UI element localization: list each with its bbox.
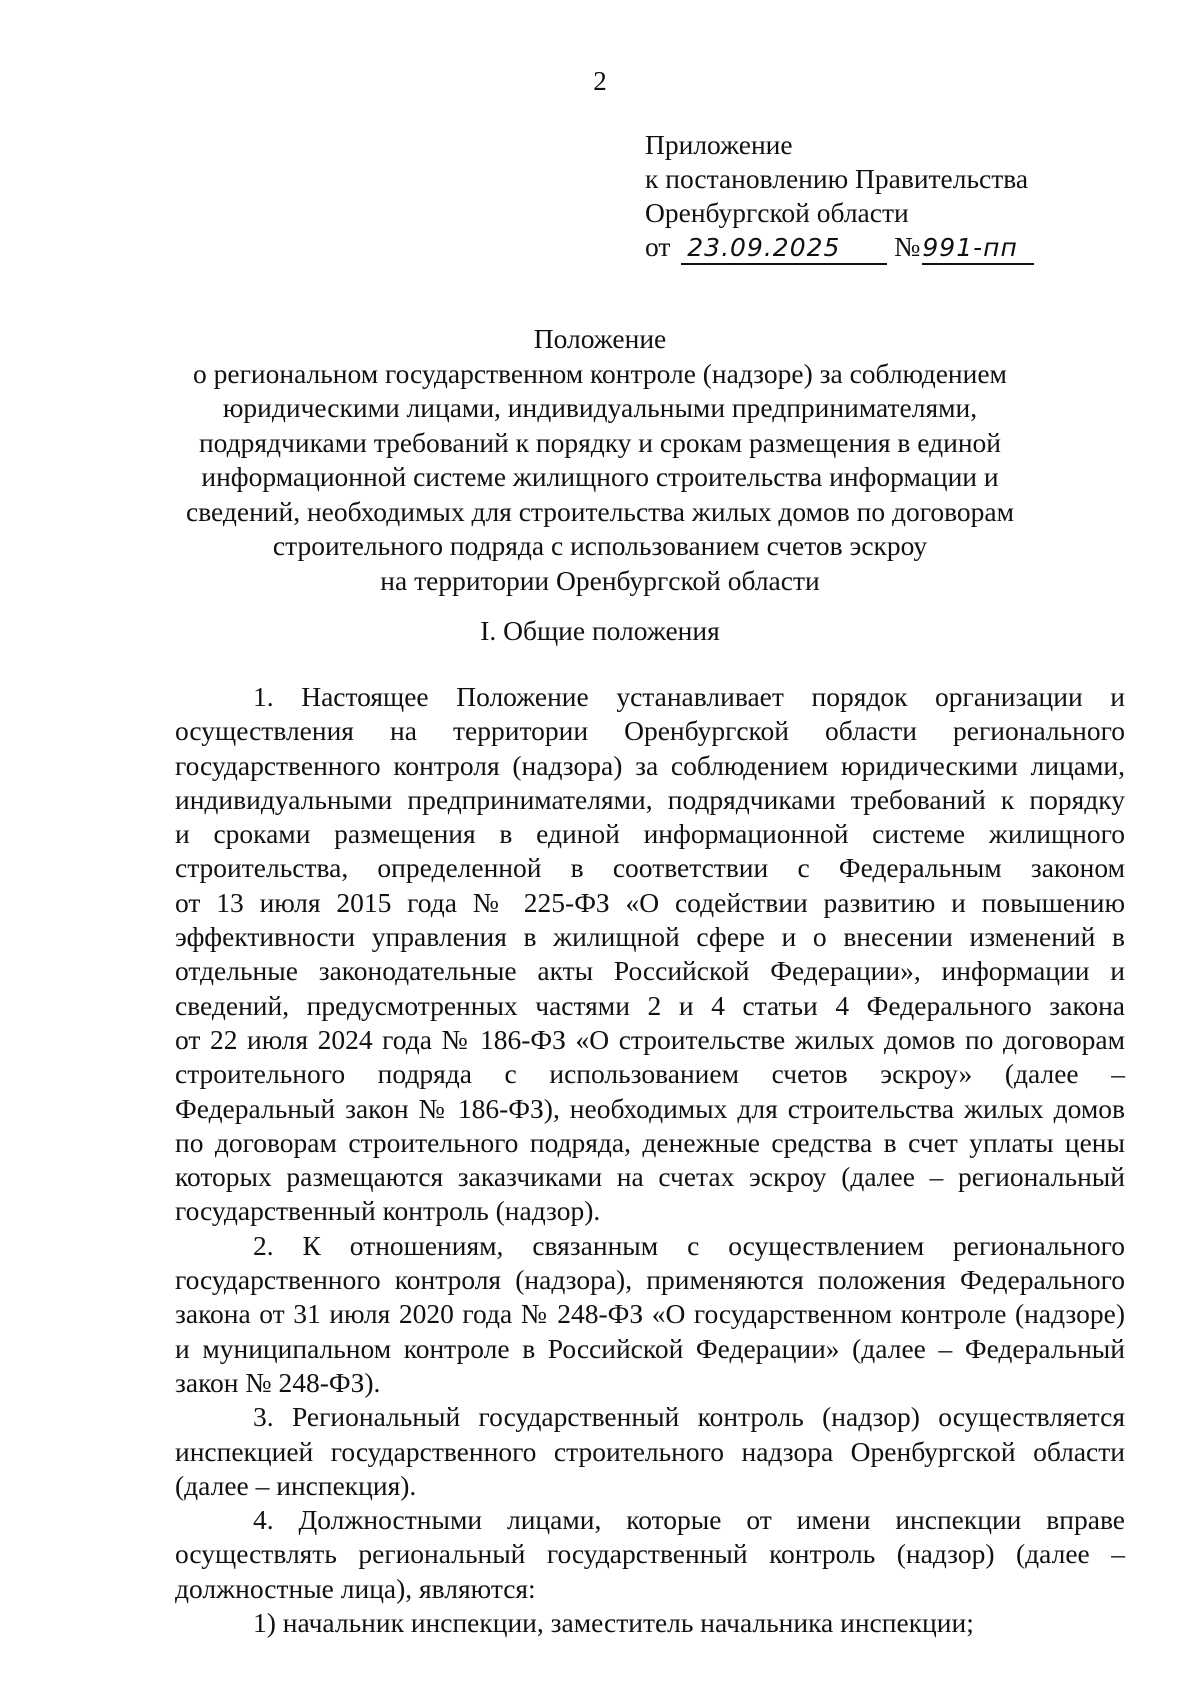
paragraph-2-line: и муниципальном контроле в Российской Федерации» (далее – Федеральный [175, 1332, 1125, 1364]
paragraph-2-line: закон № 248-ФЗ). [175, 1366, 381, 1398]
section-heading: I. Общие положения [480, 615, 720, 646]
paragraph-2-line: 2. К отношениям, связанным с осуществлением регионального [253, 1229, 1125, 1261]
title-line: строительного подряда с использованием счетов эскроу [272, 530, 928, 561]
body-text [175, 680, 1125, 1640]
paragraph-1-line: 1. Настоящее Положение устанавливает порядок организации и [253, 681, 1125, 712]
paragraph-4-line: осуществлять региональный государственный контроль (надзор) (далее – [175, 1538, 1125, 1570]
paragraph-1-line: от 22 июля 2024 года № 186-ФЗ «О строительстве жилых домов по договорам [175, 1023, 1125, 1055]
paragraph-1-line: индивидуальными предпринимателями, подрядчиками требований к порядку [175, 783, 1125, 815]
appendix-block [645, 128, 1085, 265]
paragraph-2-line: государственного контроля (надзора), применяются положения Федерального [175, 1264, 1125, 1296]
page-number: 2 [593, 66, 607, 96]
paragraph-2-line: закона от 31 июля 2020 года № 248-ФЗ «О государственном контроле (надзоре) [175, 1298, 1125, 1330]
paragraph-3-line: инспекцией государственного строительного надзора Оренбургской области [175, 1435, 1125, 1467]
paragraph-1-line: и сроками размещения в единой информационной системе жилищного [175, 818, 1125, 850]
paragraph-1-line: которых размещаются заказчиками на счетах эскроу (далее – региональный [175, 1161, 1125, 1193]
title-line: Положение [533, 323, 667, 354]
paragraph-1-line: эффективности управления в жилищной сфере и о внесении изменений в [175, 921, 1125, 953]
list-item-line: 1) начальник инспекции, заместитель начальника инспекции; [253, 1607, 974, 1639]
paragraph-1-line: отдельные законодательные акты Российской Федерации», информации и [175, 955, 1125, 987]
paragraph-4-line: должностные лица), являются: [175, 1572, 536, 1604]
paragraph-1-line: сведений, предусмотренных частями 2 и 4 статьи 4 Федерального закона [175, 989, 1125, 1021]
appendix-line: Оренбургской области [645, 197, 909, 228]
paragraph-3-line: (далее – инспекция). [175, 1469, 417, 1501]
title-line: информационной системе жилищного строительства информации и [201, 461, 999, 492]
title-line: подрядчиками требований к порядку и срокам размещения в единой [198, 426, 1002, 458]
paragraph-1-line: от 13 июля 2015 года № 225-ФЗ «О содействии развитию и повышению [175, 886, 1125, 918]
title-line: юридическими лицами, индивидуальными предпринимателями, [222, 392, 978, 423]
title-line: на территории Оренбургской области [380, 564, 820, 596]
paragraph-4-line: 4. Должностными лицами, которые от имени инспекции вправе [253, 1504, 1125, 1536]
number-prefix: № [894, 231, 921, 262]
paragraph-1-line: государственного контроля (надзора) за соблюдением юридическими лицами, [175, 749, 1125, 781]
appendix-line: Приложение [645, 129, 793, 160]
paragraph-1-line: Федеральный закон № 186-ФЗ), необходимых для строительства жилых домов [175, 1092, 1125, 1124]
appendix-date-line [645, 230, 1085, 265]
paragraph-3-line: 3. Региональный государственный контроль (надзор) осуществляется [253, 1401, 1125, 1433]
paragraph-1-line: осуществления на территории Оренбургской области регионального [175, 715, 1125, 747]
paragraph-1-line: по договорам строительного подряда, денежные средства в счет уплаты цены [175, 1126, 1125, 1158]
title-line: о региональном государственном контроле (надзоре) за соблюдением [193, 357, 1007, 389]
handwritten-number: 991-пп [922, 233, 1034, 265]
paragraph-1-line: строительства, определенной в соответствии с Федеральным законом [175, 852, 1125, 884]
paragraph-1-line: государственный контроль (надзор). [175, 1195, 601, 1227]
paragraph-1-line: строительного подряда с использованием счетов эскроу» (далее – [175, 1058, 1125, 1090]
document-title [150, 322, 1050, 598]
date-prefix: от [645, 231, 671, 262]
appendix-line: к постановлению Правительства [645, 163, 1029, 194]
handwritten-date: 23.09.2025 [681, 233, 887, 265]
title-line: сведений, необходимых для строительства жилых домов по договорам [186, 495, 1014, 527]
